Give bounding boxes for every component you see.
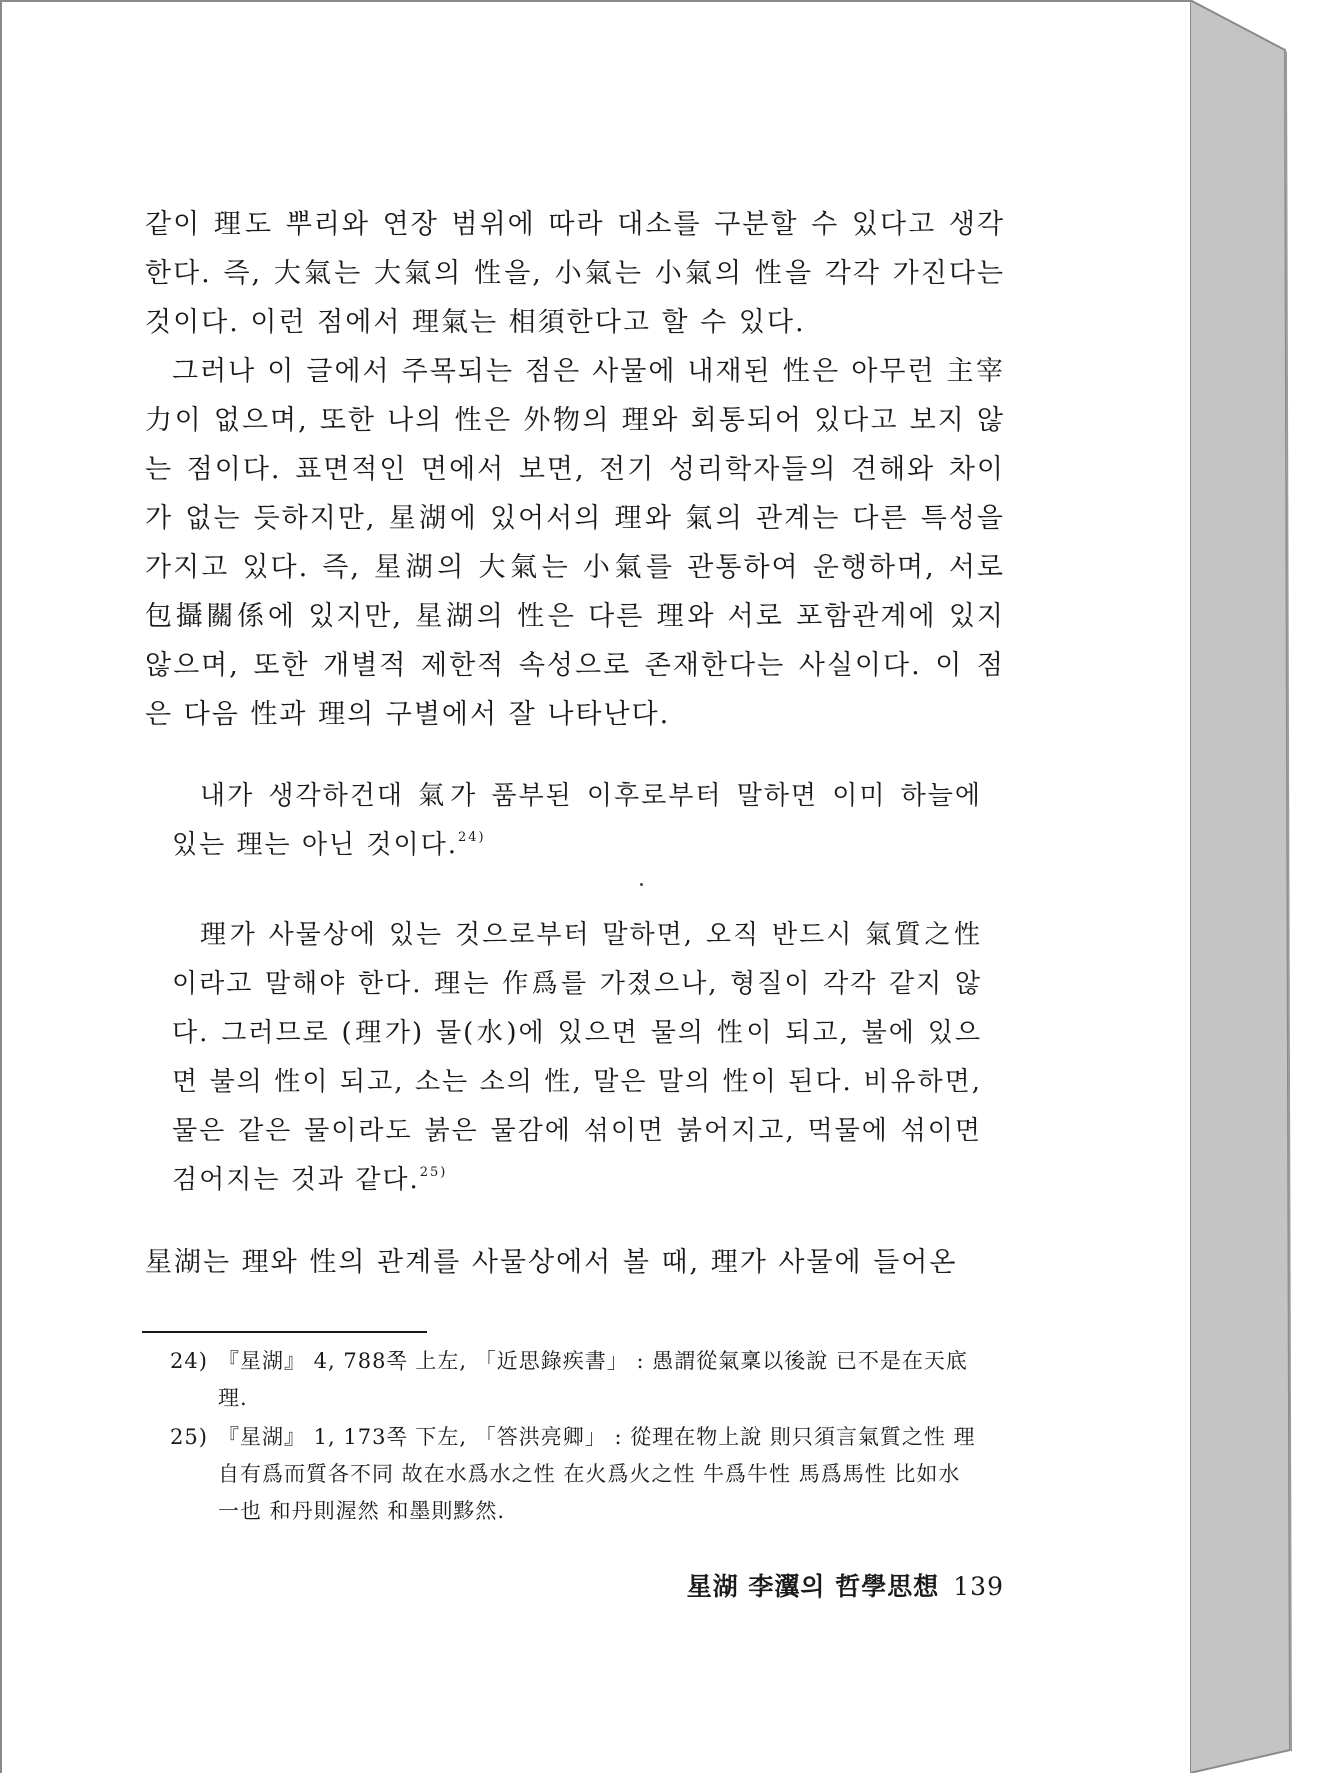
body-paragraph-2: 그러나 이 글에서 주목되는 점은 사물에 내재된 性은 아무런 主宰力이 없으며, 또한 나의 性은 外物의 理와 회통되어 있다고 보지 않는 점이다. 표면적인 면에서 보면, 전기 성리학자들의 견해와 차이가 없는 듯하지만, 星湖에 있어서의 理와 氣의 관계는 다른 특성을 가지고 있다. 즉, 星湖의 大氣는 小氣를 관통하여 운행하며, 서로 包攝關係에 있지만, 星湖의 性은 다른 理와 서로 포함관계에 있지 않으며, 또한 개별적 제한적 속성으로 존재한다는 사실이다. 이 점은 다음 性과 理의 구별에서 잘 나타난다. — [145, 356, 1005, 730]
footnote-ref-25: 25) — [419, 1165, 448, 1180]
footnote-divider — [142, 1331, 427, 1333]
book-spine-graphic — [1190, 0, 1332, 1773]
footnotes — [170, 1343, 980, 1532]
quote-text: 내가 생각하건대 氣가 품부된 이후로부터 말하면 이미 하늘에 있는 理는 아닌 것이다. — [172, 781, 982, 860]
footnote-text: 『星湖』 4, 788쪽 上左, 「近思錄疾書」 : 愚謂從氣稟以後說 已不是在天底理. — [218, 1349, 968, 1410]
page-footer — [642, 1567, 1004, 1603]
footnote-24 — [170, 1343, 980, 1417]
footnote-text: 『星湖』 1, 173쪽 下左, 「答洪亮卿」 : 從理在物上說 則只須言氣質之性 理自有爲而質各不同 故在水爲水之性 在火爲火之性 牛爲牛性 馬爲馬性 比如水一也 和丹則渥然 和墨則黟然. — [218, 1425, 976, 1523]
running-title: 星湖 李瀷의 哲學思想 — [686, 1572, 940, 1601]
quote-text: 理가 사물상에 있는 것으로부터 말하면, 오직 반드시 氣質之性이라고 말해야 한다. 理는 作爲를 가졌으나, 형질이 각각 같지 않다. 그러므로 (理가) 물(水)에 있으면 물의 性이 되고, 불에 있으면 불의 性이 되고, 소는 소의 性, 말은 말의 性이 된다. 비유하면, 물은 같은 물이라도 붉은 물감에 섞이면 붉어지고, 먹물에 섞이면 검어지는 것과 같다. — [172, 920, 982, 1195]
block-quote-25 — [172, 911, 982, 1205]
block-quote-24 — [172, 772, 982, 870]
footnote-25 — [170, 1419, 980, 1530]
body-paragraph-1: 같이 理도 뿌리와 연장 범위에 따라 대소를 구분할 수 있다고 생각한다. 즉, 大氣는 大氣의 性을, 小氣는 小氣의 性을 각각 가진다는 것이다. 이런 점에서 理氣는 相須한다고 할 수 있다. — [145, 209, 1005, 338]
main-body-text — [145, 200, 1005, 739]
footnote-ref-24: 24) — [458, 830, 486, 845]
footnote-number: 25) — [170, 1425, 208, 1449]
stray-mark — [640, 883, 643, 886]
page-number: 139 — [953, 1572, 1004, 1601]
footnote-number: 24) — [170, 1349, 208, 1373]
continuation-paragraph: 星湖는 理와 性의 관계를 사물상에서 볼 때, 理가 사물에 들어온 — [145, 1247, 958, 1278]
